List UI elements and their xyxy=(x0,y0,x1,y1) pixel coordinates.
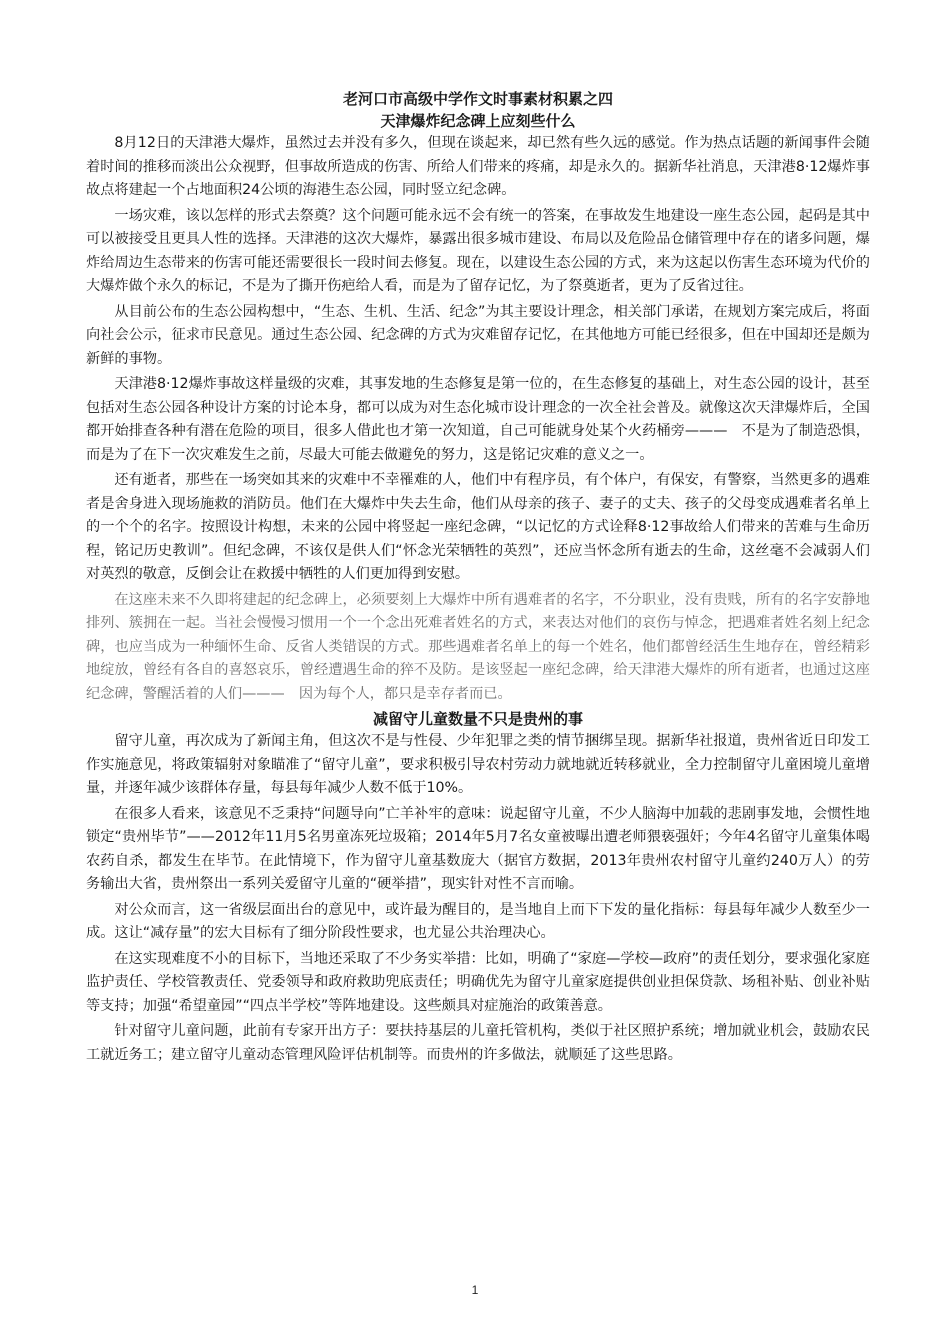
paragraph: 还有逝者，那些在一场突如其来的灾难中不幸罹难的人，他们中有程序员，有个体户，有保安，有警察，当然更多的遇难者是舍身进入现场施救的消防员。他们在大爆炸中失去生命，他们从母亲的孩子、妻子的丈夫、孩子的父母变成遇难者名单上的一个个的名字。按照设计构想，未来的公园中将竖起一座纪念碑，“以记忆的方式诠释8·12事故给人们带来的苦难与生命历程，铭记历史教训”。但纪念碑，不该仅是供人们“怀念光荣牺牲的英烈”，还应当怀念所有逝去的生命，这丝毫不会减弱人们对英烈的敬意，反倒会让在救援中牺牲的人们更加得到安慰。 xyxy=(86,472,870,582)
page-number: 1 xyxy=(471,1283,479,1297)
paragraph: 针对留守儿童问题，此前有专家开出方子：要扶持基层的儿童托管机构，类似于社区照护系统；增加就业机会，鼓励农民工就近务工；建立留守儿童动态管理风险评估机制等。而贵州的许多做法，就顺延了这些思路。 xyxy=(86,1023,870,1063)
paragraph-grey: 在这座未来不久即将建起的纪念碑上，必须要刻上大爆炸中所有遇难者的名字，不分职业，没有贵贱，所有的名字安静地排列、簇拥在一起。当社会慢慢习惯用一个一个念出死难者姓名的方式，来表达对他们的哀伤与悼念，把遇难者姓名刻上纪念碑，也应当成为一种缅怀生命、反省人类错误的方式。那些遇难者名单上的每一个姓名，他们都曾经活生生地存在，曾经精彩地绽放，曾经有各自的喜怒哀乐，曾经遭遇生命的猝不及防。是该竖起一座纪念碑，给天津港大爆炸的所有逝者，也通过这座纪念碑，警醒活着的人们——— 因为每个人，都只是幸存者而已。 xyxy=(86,591,870,702)
document-title: 老河口市高级中学作文时事素材积累之四 xyxy=(342,90,613,108)
paragraph: 天津港8·12爆炸事故这样量级的灾难，其事发地的生态修复是第一位的，在生态修复的基础上，对生态公园的设计，甚至包括对生态公园各种设计方案的讨论本身，都可以成为对生态化城市设计理念的一次全社会普及。就像这次天津爆炸后，全国都开始排查各种有潜在危险的项目，很多人借此也才第一次知道，自己可能就身处某个火药桶旁——— 不是为了制造恐惧，而是为了在下一次灾难发生之前，尽最大可能去做避免的努力，这是铭记灾难的意义之一。 xyxy=(86,376,870,463)
paragraph: 一场灾难，该以怎样的形式去祭奠？这个问题可能永远不会有统一的答案，在事故发生地建设一座生态公园，起码是其中可以被接受且更具人性的选择。天津港的这次大爆炸，暴露出很多城市建设、布局以及危险品仓储管理中存在的诸多问题，爆炸给周边生态带来的伤害可能还需要很长一段时间去修复。现在，以建设生态公园的方式，来为这起以伤害生态环境为代价的大爆炸做个永久的标记，不是为了撕开伤疤给人看，而是为了留存记忆，为了祭奠逝者，更为了反省过往。 xyxy=(86,207,870,294)
article-heading-left-behind-children: 减留守儿童数量不只是贵州的事 xyxy=(372,710,583,728)
paragraph: 在这实现难度不小的目标下，当地还采取了不少务实举措：比如，明确了“家庭—学校—政府”的责任划分，要求强化家庭监护责任、学校管教责任、党委领导和政府救助兜底责任；明确优先为留守儿童家庭提供创业担保贷款、场租补贴、创业补贴等支持；加强“希望童园”“四点半学校”等阵地建设。这些颇具对症施治的政策善意。 xyxy=(86,950,870,1014)
paragraph: 从目前公布的生态公园构想中，“生态、生机、生活、纪念”为其主要设计理念，相关部门承诺，在规划方案完成后，将面向社会公示，征求市民意见。通过生态公园、纪念碑的方式为灾难留存记忆，在其他地方可能已经很多，但在中国却还是颇为新鲜的事物。 xyxy=(86,303,870,367)
paragraph: 在很多人看来，该意见不乏秉持“问题导向”亡羊补牢的意味：说起留守儿童，不少人脑海中加载的悲剧事发地，会惯性地锁定“贵州毕节”——2012年11月5名男童冻死垃圾箱；2014年5月7名女童被曝出遭老师猥亵强奸；今年4名留守儿童集体喝农药自杀，都发生在毕节。在此情境下，作为留守儿童基数庞大（据官方数据，2013年贵州农村留守儿童约240万人）的劳务输出大省，贵州祭出一系列关爱留守儿童的“硬举措”，现实针对性不言而喻。 xyxy=(86,805,870,892)
paragraph: 8月12日的天津港大爆炸，虽然过去并没有多久，但现在谈起来，却已然有些久远的感觉。作为热点话题的新闻事件会随着时间的推移而淡出公众视野，但事故所造成的伤害、所给人们带来的疼痛，却是永久的。据新华社消息，天津港8·12爆炸事故点将建起一个占地面积24公顷的海港生态公园，同时竖立纪念碑。 xyxy=(86,135,870,198)
document-body xyxy=(86,88,870,1069)
paragraph: 对公众而言，这一省级层面出台的意见中，或许最为醒目的，是当地自上而下下发的量化指标：每县每年减少人数至少一成。这让“减存量”的宏大目标有了细分阶段性要求，也尤显公共治理决心。 xyxy=(86,901,870,941)
paragraph: 留守儿童，再次成为了新闻主角，但这次不是与性侵、少年犯罪之类的情节捆绑呈现。据新华社报道，贵州省近日印发工作实施意见，将政策辐射对象瞄准了“留守儿童”，要求积极引导农村劳动力就地就近转移就业，全力控制留守儿童困境儿童增量，并逐年减少该群体存量，每县每年减少人数不低于10%。 xyxy=(86,733,870,796)
article-heading-tianjin: 天津爆炸纪念碑上应刻些什么 xyxy=(380,112,576,130)
